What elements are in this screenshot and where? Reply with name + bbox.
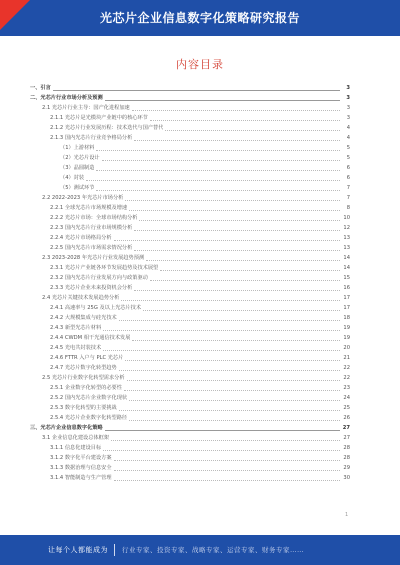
toc-entry-label: 3.1 企业信息化建设总体框架 <box>42 435 109 441</box>
toc-leader <box>105 99 340 101</box>
footer-divider <box>114 544 115 556</box>
toc-entry-page: 3 <box>346 95 350 101</box>
toc-entry-label: （3）晶圆制造 <box>60 165 95 171</box>
toc-entry-page: 6 <box>346 165 350 171</box>
toc-entry-label: （1）上游材料 <box>60 145 95 151</box>
toc-leader <box>103 329 340 331</box>
toc-leader <box>134 229 340 231</box>
toc-entry[interactable] <box>30 103 350 113</box>
toc-entry[interactable] <box>30 173 350 183</box>
toc-entry-label: （2）光芯片设计 <box>60 155 100 161</box>
toc-leader <box>134 139 340 141</box>
toc-leader <box>103 449 340 451</box>
toc-entry-label: 2.4.4 CWDM 相干光通信技术发展 <box>50 335 131 341</box>
toc-entry-page: 14 <box>343 255 350 261</box>
toc-leader <box>160 269 340 271</box>
toc-entry-page: 25 <box>343 405 350 411</box>
toc-entry-page: 20 <box>343 345 350 351</box>
toc-entry[interactable] <box>30 123 350 133</box>
toc-entry[interactable] <box>30 233 350 243</box>
toc-leader <box>125 199 340 201</box>
toc-entry-page: 8 <box>346 205 350 211</box>
toc-entry[interactable] <box>30 423 350 433</box>
toc-leader <box>114 459 340 461</box>
toc-entry[interactable] <box>30 473 350 483</box>
toc-entry[interactable] <box>30 333 350 343</box>
toc-entry-page: 3 <box>346 105 350 111</box>
toc-entry-page: 4 <box>346 125 350 131</box>
toc-leader <box>129 419 340 421</box>
toc-leader <box>86 179 340 181</box>
toc-leader <box>134 289 340 291</box>
toc-entry-label: 2.1 光芯片行业主导：国产化进程加速 <box>42 105 130 111</box>
toc-entry-page: 18 <box>343 315 350 321</box>
toc-entry-page: 16 <box>343 285 350 291</box>
toc-entry-label: 二、光芯片行业市场分析及预测 <box>30 95 103 101</box>
toc-leader <box>134 249 340 251</box>
toc-entry[interactable] <box>30 223 350 233</box>
toc-leader <box>132 109 340 111</box>
toc-entry-label: 2.1.3 国内光芯片行业竞争格局分析 <box>50 135 133 141</box>
toc-entry[interactable] <box>30 253 350 263</box>
toc-entry-page: 28 <box>343 455 350 461</box>
toc-leader <box>143 309 340 311</box>
toc-entry-label: 3.1.1 信息化建设目标 <box>50 445 102 451</box>
toc-entry-label: 2.3.3 光芯片企业未来投资机会分析 <box>50 285 133 291</box>
toc-leader <box>132 339 340 341</box>
table-of-contents <box>30 83 350 483</box>
toc-entry[interactable] <box>30 273 350 283</box>
toc-entry-label: 2.5.2 国内光芯片企业数字化现状 <box>50 395 128 401</box>
toc-entry-page: 13 <box>343 245 350 251</box>
toc-entry-page: 12 <box>343 225 350 231</box>
toc-entry-page: 4 <box>346 135 350 141</box>
toc-leader <box>96 189 340 191</box>
toc-entry[interactable] <box>30 243 350 253</box>
toc-entry-page: 22 <box>343 365 350 371</box>
toc-entry-label: 2.3 2023-2028 年光芯片行业发展趋势预测 <box>42 255 145 261</box>
toc-leader <box>146 259 340 261</box>
toc-entry-page: 17 <box>343 295 350 301</box>
toc-entry[interactable] <box>30 193 350 203</box>
toc-entry[interactable] <box>30 463 350 473</box>
toc-heading: 内容目录 <box>176 58 224 71</box>
toc-entry-label: 2.2.3 国内光芯片行业市场规模分析 <box>50 225 133 231</box>
toc-leader <box>119 369 340 371</box>
toc-entry-page: 15 <box>343 275 350 281</box>
toc-entry[interactable] <box>30 303 350 313</box>
toc-entry-page: 21 <box>343 355 350 361</box>
toc-leader <box>124 389 340 391</box>
toc-leader <box>96 149 340 151</box>
toc-entry-label: 2.5.3 数字化转型的主要挑战 <box>50 405 117 411</box>
toc-leader <box>53 89 340 91</box>
page-footer <box>0 535 400 565</box>
toc-entry-label: 2.5.4 光芯片企业数字化转型路径 <box>50 415 128 421</box>
toc-entry[interactable] <box>30 293 350 303</box>
toc-leader <box>150 119 340 121</box>
toc-leader <box>139 219 340 221</box>
toc-entry-label: 2.2.5 国内光芯片市场需求情况分析 <box>50 245 133 251</box>
toc-entry-page: 5 <box>346 155 350 161</box>
toc-entry-page: 3 <box>346 115 350 121</box>
toc-entry[interactable] <box>30 113 350 123</box>
toc-entry-label: 2.5 光芯片行业数字化转型需求分析 <box>42 375 125 381</box>
toc-entry-page: 24 <box>343 395 350 401</box>
toc-entry-label: 2.2.2 光芯片市场：全球市场结构分析 <box>50 215 138 221</box>
toc-entry[interactable] <box>30 153 350 163</box>
toc-entry-page: 22 <box>343 375 350 381</box>
toc-leader <box>150 279 340 281</box>
toc-entry-page: 27 <box>343 435 350 441</box>
toc-entry-page: 10 <box>343 215 350 221</box>
toc-entry[interactable] <box>30 443 350 453</box>
toc-entry[interactable] <box>30 413 350 423</box>
toc-entry-page: 5 <box>346 145 350 151</box>
toc-entry[interactable] <box>30 313 350 323</box>
toc-entry[interactable] <box>30 453 350 463</box>
report-title: 光芯片企业信息数字化策略研究报告 <box>99 11 300 25</box>
toc-entry-page: 7 <box>346 185 350 191</box>
toc-entry-page: 26 <box>343 415 350 421</box>
toc-entry-page: 30 <box>343 475 350 481</box>
toc-entry[interactable] <box>30 143 350 153</box>
toc-leader <box>102 159 340 161</box>
toc-entry-page: 19 <box>343 325 350 331</box>
toc-entry-label: 2.5.1 企业数字化转型的必要性 <box>50 385 122 391</box>
toc-entry[interactable] <box>30 213 350 223</box>
toc-leader <box>114 469 340 471</box>
toc-leader <box>121 299 340 301</box>
toc-entry[interactable] <box>30 343 350 353</box>
toc-entry-label: 3.1.3 数据治理与信息安全 <box>50 465 112 471</box>
toc-entry-label: 2.4.3 新型光芯片材料 <box>50 325 102 331</box>
toc-entry-page: 19 <box>343 335 350 341</box>
toc-entry[interactable] <box>30 403 350 413</box>
toc-leader <box>105 429 340 431</box>
toc-leader <box>111 439 340 441</box>
toc-entry-page: 23 <box>343 385 350 391</box>
toc-leader <box>129 399 340 401</box>
toc-entry-label: 2.1.2 光芯片行业发展历程：技术迭代与国产替代 <box>50 125 164 131</box>
toc-entry[interactable] <box>30 93 350 103</box>
toc-entry-label: 2.4.5 光电共封装技术 <box>50 345 102 351</box>
toc-entry[interactable] <box>30 133 350 143</box>
toc-entry[interactable] <box>30 433 350 443</box>
toc-leader <box>103 349 340 351</box>
toc-entry-label: 2.4.2 大规模集成与硅光技术 <box>50 315 117 321</box>
toc-entry[interactable] <box>30 263 350 273</box>
footer-tagline: 行业专家、投资专家、战略专家、运营专家、财务专家…… <box>122 546 304 554</box>
toc-leader <box>119 319 340 321</box>
toc-entry-label: 三、光芯片企业信息数字化策略 <box>30 425 103 431</box>
toc-entry-label: 2.4.7 光芯片数字化转型趋势 <box>50 365 117 371</box>
toc-entry-label: 2.2.4 光芯片市场格局分析 <box>50 235 112 241</box>
toc-entry[interactable] <box>30 353 350 363</box>
toc-entry-page: 14 <box>343 265 350 271</box>
toc-entry-page: 27 <box>342 425 350 431</box>
toc-entry-label: 一、引言 <box>30 85 51 91</box>
toc-entry[interactable] <box>30 163 350 173</box>
toc-entry-label: 2.2.1 全球光芯片市场规模及增速 <box>50 205 128 211</box>
page-number: 1 <box>345 512 349 518</box>
toc-entry-label: 2.1.1 光芯片是光模块产业链中的核心环节 <box>50 115 148 121</box>
toc-entry-label: 2.4 光芯片关键技术发展趋势分析 <box>42 295 120 301</box>
toc-entry[interactable] <box>30 183 350 193</box>
toc-entry-label: 2.3.2 国内光芯片行业发展方向与政策驱动 <box>50 275 148 281</box>
toc-entry-label: （4）封装 <box>60 175 85 181</box>
toc-leader <box>165 129 340 131</box>
toc-entry-label: 2.4.1 高速率与 25G 及以上光芯片技术 <box>50 305 142 311</box>
toc-entry-page: 7 <box>346 195 350 201</box>
toc-entry-page: 29 <box>343 465 350 471</box>
report-header <box>0 0 400 36</box>
toc-entry[interactable] <box>30 323 350 333</box>
toc-entry[interactable] <box>30 393 350 403</box>
toc-entry-label: 2.2 2022-2023 年光芯片市场分析 <box>42 195 124 201</box>
toc-entry[interactable] <box>30 373 350 383</box>
toc-leader <box>127 379 340 381</box>
toc-entry-label: （5）测试环节 <box>60 185 95 191</box>
toc-leader <box>125 359 340 361</box>
toc-entry-page: 17 <box>343 305 350 311</box>
toc-entry[interactable] <box>30 283 350 293</box>
toc-leader <box>119 409 340 411</box>
toc-leader <box>114 479 340 481</box>
toc-entry-page: 3 <box>346 85 350 91</box>
toc-entry-label: 2.4.6 FTTR 入户与 PLC 光芯片 <box>50 355 124 361</box>
toc-entry[interactable] <box>30 383 350 393</box>
toc-entry-page: 6 <box>346 175 350 181</box>
toc-leader <box>114 239 340 241</box>
toc-entry[interactable] <box>30 203 350 213</box>
toc-leader <box>96 169 340 171</box>
toc-entry-label: 3.1.4 智能制造与生产管理 <box>50 475 112 481</box>
toc-entry[interactable] <box>30 83 350 93</box>
toc-entry-label: 3.1.2 数字化平台建设方案 <box>50 455 112 461</box>
toc-entry-label: 2.3.1 光芯片产业链各环节发展趋势及技术展望 <box>50 265 159 271</box>
footer-slogan: 让每个人都能成为 <box>48 546 108 554</box>
toc-entry-page: 28 <box>343 445 350 451</box>
toc-leader <box>129 209 340 211</box>
corner-accent <box>0 0 30 30</box>
toc-entry[interactable] <box>30 363 350 373</box>
toc-entry-page: 13 <box>343 235 350 241</box>
